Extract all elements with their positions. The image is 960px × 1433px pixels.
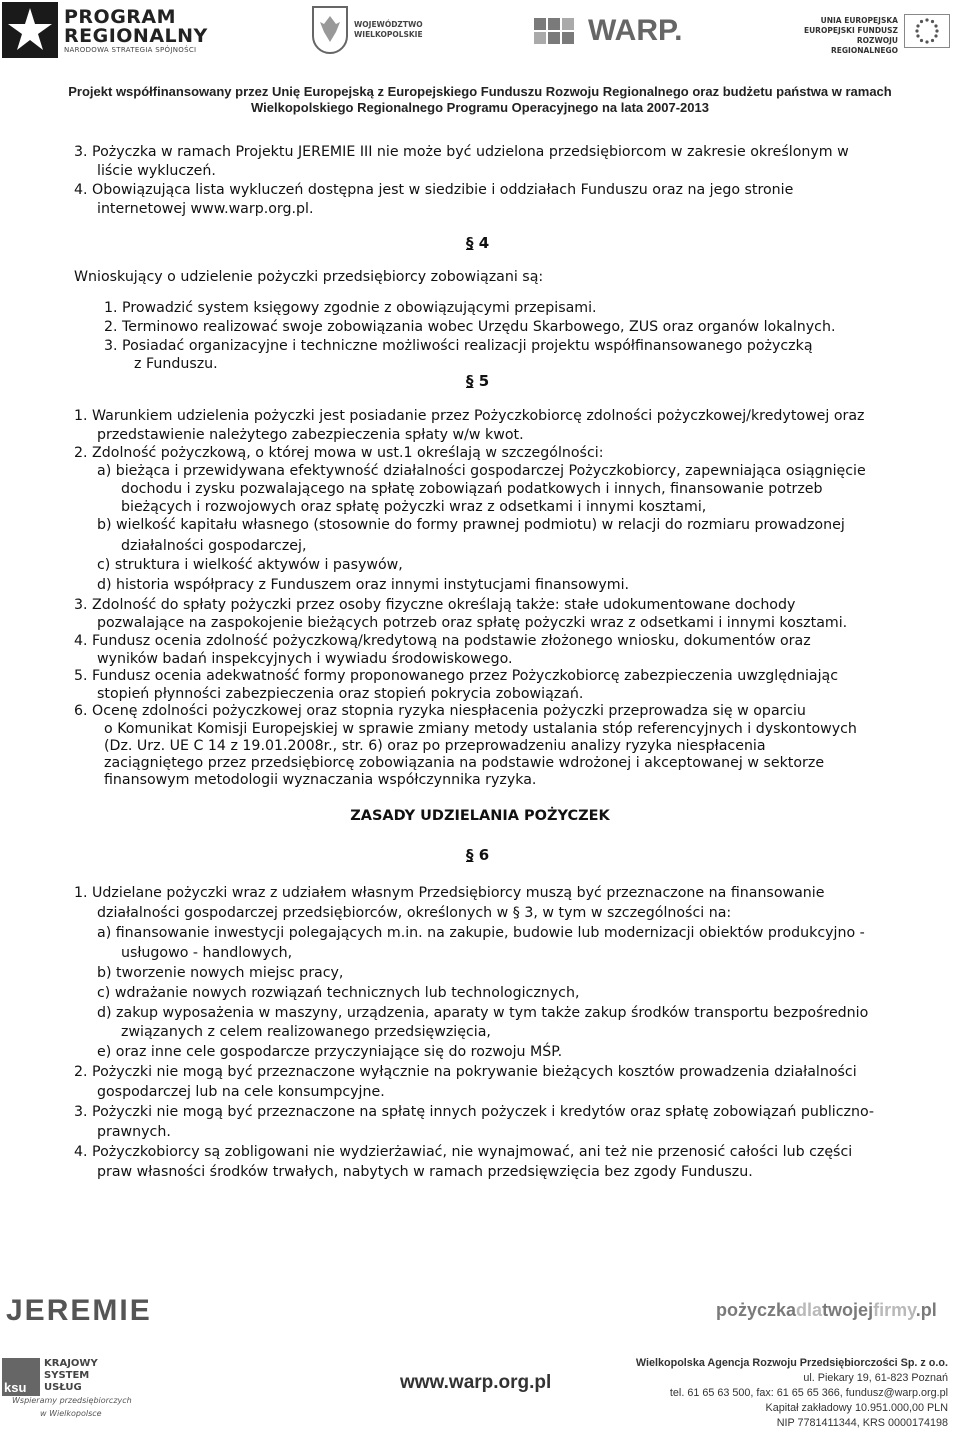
wlkp-line2: WIELKOPOLSKIE xyxy=(354,30,423,39)
address-company: Wielkopolska Agencja Rozwoju Przedsiębiorczości Sp. z o.o. xyxy=(635,1357,948,1369)
text-line: Wnioskujący o udzielenie pożyczki przedsiębiorcy zobowiązani są: xyxy=(74,269,544,285)
section-5-heading: § 5 xyxy=(466,372,490,390)
text-line: 3. Pożyczki nie mogą być przeznaczone na spłatę innych pożyczek i kredytów oraz spłatę zobowiązań publiczno- xyxy=(74,1104,875,1120)
ksu-slogan-2: w Wielkopolsce xyxy=(40,1409,102,1418)
warp-url-link[interactable]: www.warp.org.pl xyxy=(400,1372,552,1393)
text-line: działalności gospodarczej przedsiębiorców, określonych w § 3, w tym w szczególności na: xyxy=(97,905,732,921)
address-contact: tel. 61 65 63 500, fax: 61 65 65 366, fundusz@warp.org.pl xyxy=(669,1387,948,1399)
text-line: praw własności środków trwałych, nabytych w ramach przedsięwzięcia bez zgody Funduszu. xyxy=(97,1164,753,1180)
ue-line1: UNIA EUROPEJSKA xyxy=(820,16,898,25)
warp-square-icon xyxy=(534,18,546,30)
section-heading: ZASADY UDZIELANIA POŻYCZEK xyxy=(350,808,610,824)
eagle-crest-icon xyxy=(312,6,348,54)
wojewodztwo-logo xyxy=(312,6,422,56)
text-line: usługowo - handlowych, xyxy=(121,945,293,961)
warp-square-icon xyxy=(548,32,560,44)
pozyczka-dla-twojej-firmy-logo xyxy=(716,1300,937,1321)
ksu-logo-icon xyxy=(2,1358,40,1396)
text-line: 3. Pożyczka w ramach Projektu JEREMIE III nie może być udzielona przedsiębiorcom w zakresie określonym w xyxy=(74,144,849,160)
text-line: gospodarczej lub na cele konsumpcyjne. xyxy=(97,1084,385,1100)
section-4-heading: § 4 xyxy=(466,234,490,252)
text-line: b) wielkość kapitału własnego (stosownie do formy prawnej podmiotu) w relacji do rozmiaru prowadzonej xyxy=(97,517,845,533)
star-logo-icon xyxy=(2,2,58,58)
text-line: a) bieżąca i przewidywana efektywność działalności gospodarczej Pożyczkobiorcy, zapewniająca osiągnięcie xyxy=(97,463,866,479)
text-line: e) oraz inne cele gospodarcze przyczyniające się do rozwoju MŚP. xyxy=(97,1044,563,1060)
ue-line2: EUROPEJSKI FUNDUSZ xyxy=(803,26,898,35)
project-line-2: Wielkopolskiego Regionalnego Programu Operacyjnego na lata 2007-2013 xyxy=(251,100,709,115)
text-line: c) struktura i wielkość aktywów i pasywów, xyxy=(97,557,403,573)
text-line: 2. Pożyczki nie mogą być przeznaczone wyłącznie na pokrywanie bieżących kosztów prowadzenia działalności xyxy=(74,1064,857,1080)
eu-flag-icon xyxy=(904,14,950,48)
pdtf-part: .pl xyxy=(915,1300,937,1320)
text-line: 6. Ocenę zdolności pożyczkowej oraz stopnia ryzyka niespłacenia pożyczki przeprowadza się w oparciu xyxy=(74,703,806,719)
text-line: 4. Pożyczkobiorcy są zobligowani nie wydzierżawiać, nie wynajmować, ani też nie przenosić całości lub części xyxy=(74,1144,853,1160)
pdtf-part: pożyczka xyxy=(716,1300,797,1320)
text-line: 2. Terminowo realizować swoje zobowiązania wobec Urzędu Skarbowego, ZUS oraz organów lokalnych. xyxy=(104,319,836,335)
section-number: 4 xyxy=(478,234,490,252)
pdtf-part: dla xyxy=(796,1300,823,1320)
pdtf-part: twojej xyxy=(822,1300,874,1320)
text-line: d) zakup wyposażenia w maszyny, urządzenia, aparaty w tym także zakup środków transportu bezpośrednio xyxy=(97,1005,869,1021)
ksu-title xyxy=(44,1358,98,1394)
address-capital: Kapitał zakładowy 10.951.000,00 PLN xyxy=(765,1402,948,1414)
text-line: z Funduszu. xyxy=(134,356,218,372)
text-line: stopień płynności zabezpieczenia oraz stopień pokrycia zobowiązań. xyxy=(97,686,584,702)
text-line: internetowej www.warp.org.pl. xyxy=(97,201,314,217)
text-line: działalności gospodarczej, xyxy=(121,538,307,554)
warp-square-icon xyxy=(534,32,546,44)
text-line: dochodu i zysku pozwalającego na spłatę zobowiązań podatkowych i innych, finansowanie potrzeb xyxy=(121,481,823,497)
program-regionalny-logo xyxy=(2,2,208,62)
ksu-logo-text: ksu xyxy=(4,1380,27,1395)
warp-logo xyxy=(534,14,683,54)
program-line2: REGIONALNY xyxy=(64,25,208,47)
text-line: pozwalające na zaspokojenie bieżących potrzeb oraz spłatę pożyczki wraz z odsetkami i innymi kosztami. xyxy=(97,615,848,631)
text-line: 3. Zdolność do spłaty pożyczki przez osoby fizyczne określają także: stałe udokumentowane dochody xyxy=(74,597,796,613)
program-line1: PROGRAM xyxy=(64,6,177,28)
section-number: 5 xyxy=(478,372,490,390)
project-line-1: Projekt współfinansowany przez Unię Europejską z Europejskiego Funduszu Rozwoju Regionalnego oraz budżetu państwa w ramach xyxy=(68,84,892,99)
text-line: bieżących i rozwojowych oraz spłatę pożyczki wraz z odsetkami i innymi kosztami, xyxy=(121,499,707,515)
text-line: 2. Zdolność pożyczkową, o której mowa w ust.1 określają w szczególności: xyxy=(74,445,604,461)
ksu-line: SYSTEM xyxy=(44,1370,90,1381)
text-line: 1. Prowadzić system księgowy zgodnie z obowiązującymi przepisami. xyxy=(104,300,597,316)
text-line: związanych z celem realizowanego przedsięwzięcia, xyxy=(121,1024,491,1040)
program-sub: NARODOWA STRATEGIA SPÓJNOŚCI xyxy=(64,46,197,54)
address-nip: NIP 7781411344, KRS 0000174198 xyxy=(776,1417,948,1429)
text-line: 5. Fundusz ocenia adekwatność formy proponowanego przez Pożyczkobiorcę zabezpieczenia uwzględniając xyxy=(74,668,839,684)
text-line: a) finansowanie inwestycji polegających m.in. na zakupie, budowie lub modernizacji obiektów produkcyjno - xyxy=(97,925,865,941)
warp-logo-text: WARP. xyxy=(588,14,683,47)
address-street: ul. Piekary 19, 61-823 Poznań xyxy=(803,1372,948,1384)
text-line: 3. Posiadać organizacyjne i techniczne możliwości realizacji projektu współfinansowanego pożyczką xyxy=(104,338,813,354)
text-line: (Dz. Urz. UE C 14 z 19.01.2008r., str. 6) oraz po przeprowadzeniu analizy ryzyka niespłacenia xyxy=(104,738,766,754)
text-line: przedstawienie należytego zabezpieczenia spłaty w/w kwot. xyxy=(97,427,524,443)
ksu-slogan: Wspieramy przedsiębiorczych xyxy=(12,1396,132,1405)
text-line: liście wykluczeń. xyxy=(97,163,216,179)
text-line: 1. Udzielane pożyczki wraz z udziałem własnym Przedsiębiorcy muszą być przeznaczone na finansowanie xyxy=(74,885,825,901)
text-line: c) wdrażanie nowych rozwiązań technicznych lub technologicznych, xyxy=(97,985,580,1001)
text-line: 1. Warunkiem udzielenia pożyczki jest posiadanie przez Pożyczkobiorcę zdolności pożyczkowej/kredytowej oraz xyxy=(74,408,865,424)
jeremie-logo: JEREMIE xyxy=(6,1294,152,1327)
text-line: b) tworzenie nowych miejsc pracy, xyxy=(97,965,344,981)
ksu-line: USŁUG xyxy=(44,1382,82,1393)
section-6-heading: § 6 xyxy=(466,846,490,864)
text-line: prawnych. xyxy=(97,1124,171,1140)
text-line: zaciągniętego przez przedsiębiorcę zobowiązania na podstawie wdrożonej i akceptowanej w sektorze xyxy=(104,755,825,771)
text-line: d) historia współpracy z Funduszem oraz innymi instytucjami finansowymi. xyxy=(97,577,630,593)
text-line: o Komunikat Komisji Europejskiej w sprawie zmiany metody ustalania stóp referencyjnych i dyskontowych xyxy=(104,721,857,737)
section-number: 6 xyxy=(478,846,490,864)
text-line: finansowym metodologii wyznaczania współczynnika ryzyka. xyxy=(104,772,537,788)
text-line: wyników badań inspekcyjnych i wywiadu środowiskowego. xyxy=(97,651,513,667)
text-line: 4. Obowiązująca lista wykluczeń dostępna jest w siedzibie i oddziałach Funduszu oraz na jego stronie xyxy=(74,182,794,198)
ue-line3: ROZWOJU REGIONALNEGO xyxy=(830,36,898,55)
wlkp-line1: WOJEWÓDZTWO xyxy=(354,20,423,29)
warp-square-icon xyxy=(562,18,574,30)
text-line: 4. Fundusz ocenia zdolność pożyczkową/kredytową na podstawie złożonego wniosku, dokumentów oraz xyxy=(74,633,811,649)
pdtf-part: firmy xyxy=(873,1300,916,1320)
ksu-line: KRAJOWY xyxy=(44,1358,98,1369)
eu-logo xyxy=(790,14,950,58)
warp-square-icon xyxy=(562,32,574,44)
warp-square-icon xyxy=(548,18,560,30)
